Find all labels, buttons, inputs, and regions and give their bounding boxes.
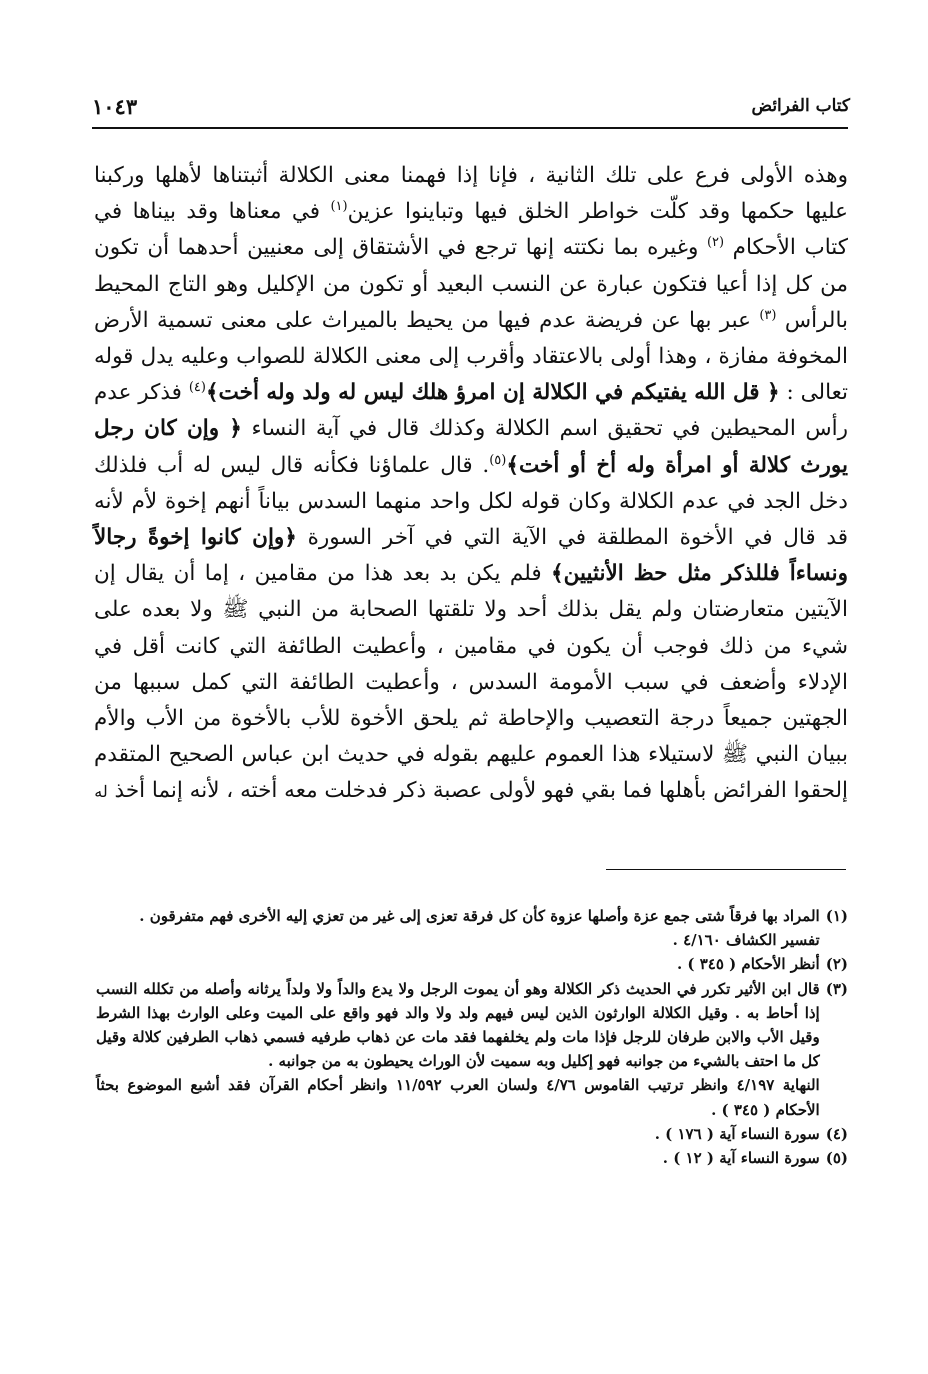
footnote-3 bbox=[96, 977, 848, 1122]
page-header bbox=[92, 96, 850, 126]
footnote-ref-4[interactable]: (٤) bbox=[188, 380, 206, 396]
footnote-text: سورة النساء آية ( ١٢ ) . bbox=[662, 1149, 820, 1168]
footnote-2 bbox=[96, 952, 848, 976]
page-number: ١٠٤٣ bbox=[92, 94, 138, 119]
text-segment: فلم يكن بد بعد هذا من مقامين ، إما أن يقال إن الآيتين متعارضتان ولم يقل بذلك أحد ولا تلقتها الصحابة من النبي ﷺ ولا بعده على شيء من ذلك فوجب أن يكون في مقامين ، وأعطيت الطائفة التي كانت أقل في الإدلاء وأضعف في سبب الأمومة السدس ، وأعطيت الطائفة التي كمل سببها من الجهتين جميعاً درجة التعصيب والإحاطة ثم يلحق الأخوة للأب بالأخوة من الأب والأم ببيان النبي ﷺ لاستيلاء هذا العموم عليهم بقوله في حديث ابن عباس الصحيح المتقدم إلحقوا الفرائض بأهلها فما بقي فهو لأولى عصبة ذكر فدخلت معه أخته ، لأنه إنما أخذ bbox=[94, 561, 848, 804]
footnote-text: سورة النساء آية ( ١٧٦ ) . bbox=[654, 1124, 820, 1143]
footnote-text: المراد بها فرقاً شتى جمع عزة وأصلها عزوة كأن كل فرقة تعزى إلى غير من تعزي إليه الأخرى فهم متفرقون . bbox=[139, 907, 820, 925]
text-segment: عبر بها عن فريضة عدم فيها من يحيط بالميراث على معنى تسمية الأرض المخوفة مفازة ، وهذا أولى بالاعتقاد وأقرب إلى معنى الكلالة للصواب وعليه يدل قوله تعالى : bbox=[94, 307, 848, 406]
text-segment: فذكر عدم رأس المحيطين في تحقيق اسم الكلالة وكذلك قال في آية النساء bbox=[94, 380, 848, 442]
footnote-number: (٣) bbox=[825, 979, 848, 998]
quran-quote: ﴿ وإن كان رجل يورث كلالة أو امرأة وله أخ أو أخت﴾ bbox=[94, 416, 848, 478]
footnote-text: النهاية ٤/١٩٧ وانظر ترتيب القاموس ٤/٧٦ ولسان العرب ١١/٥٩٢ وانظر أحكام القرآن فقد أشبع الموضوع بحثاً الأحكام ( ٣٤٥ ) . bbox=[96, 1076, 820, 1119]
footnote-ref-5[interactable]: (٥) bbox=[489, 452, 507, 468]
footnote-text: قال ابن الأثير تكرر في الحديث ذكر الكلالة وهو أن يموت الرجل ولا يدع والداً ولا ولداً يرثانه وأصله من تكلله النسب إذا أحاط به . وقيل الكلالة الوارثون الذين ليس فيهم ولد ولا والد فهو واقع على الميت وعلى الوارث بهذا الشرط وقيل الأب والابن طرفان للرجل فإذا مات ولم يخلفهما فقد مات عن ذهاب طرفيه فسمي ذهاب الطرفين كلالة وقيل كل ما احتف بالشيء من جوانبه فهو إكليل وبه سميت لأن الوراث يحيطون به من جوانبه . bbox=[96, 979, 820, 1071]
footnote-5 bbox=[96, 1146, 848, 1170]
footnote-number: (٢) bbox=[825, 955, 848, 974]
header-divider bbox=[92, 127, 848, 129]
main-paragraph bbox=[94, 158, 848, 811]
quran-quote: ﴿وإن كانوا إخوةً رجالاً ونساءاً فللذكر مثل حظ الأنثيين﴾ bbox=[94, 525, 848, 587]
footnote-ref-2[interactable]: (٢) bbox=[706, 235, 725, 251]
main-text bbox=[94, 158, 848, 811]
text-segment: في معناها وقد بيناها في كتاب الأحكام bbox=[94, 199, 848, 261]
footnote-ref-1[interactable]: (١) bbox=[330, 199, 348, 215]
footnote-text: تفسير الكشاف ٤/١٦٠ . bbox=[672, 931, 820, 950]
footnote-text: أنظر الأحكام ( ٣٤٥ ) . bbox=[676, 955, 820, 974]
footnote-1 bbox=[96, 904, 848, 952]
text-segment: . قال علماؤنا فكأنه قال ليس له أب فلذلك دخل الجد في عدم الكلالة وكان قوله لكل واحد منهما السدس بياناً أنهم إخوة لأم لأنه قد قال في الأخوة المطلقة في الآية التي في آخر السورة bbox=[94, 452, 848, 551]
book-title: كتاب الفرائض bbox=[751, 96, 850, 116]
footnote-divider bbox=[606, 869, 846, 870]
footnote-number: (١) bbox=[825, 907, 848, 925]
continuation-word: له bbox=[94, 782, 108, 802]
text-segment: وهذه الأولى فرع على تلك الثانية ، فإنا إذا فهمنا معنى الكلالة أثبتناها لأهلها وركبنا عليها حكمها وقد كلّت خواطر الخلق فيها وتباينوا عزين bbox=[94, 163, 848, 225]
footnote-number: (٥) bbox=[825, 1149, 848, 1168]
footnotes bbox=[96, 904, 848, 1170]
footnote-number: (٤) bbox=[825, 1124, 848, 1143]
text-segment: وغيره بما نكتته إنها ترجع في الأشتقاق إلى معنيين أحدهما أن تكون من كل إذا أعيا فتكون عبارة عن النسب البعيد أو تكون من الإكليل وهو التاج المحيط بالرأس bbox=[94, 235, 848, 333]
footnote-4 bbox=[96, 1122, 848, 1146]
footnote-ref-3[interactable]: (٣) bbox=[759, 307, 777, 323]
quran-quote: ﴿ قل الله يفتيكم في الكلالة إن امرؤ هلك ليس له ولد وله أخت﴾ bbox=[205, 380, 780, 406]
